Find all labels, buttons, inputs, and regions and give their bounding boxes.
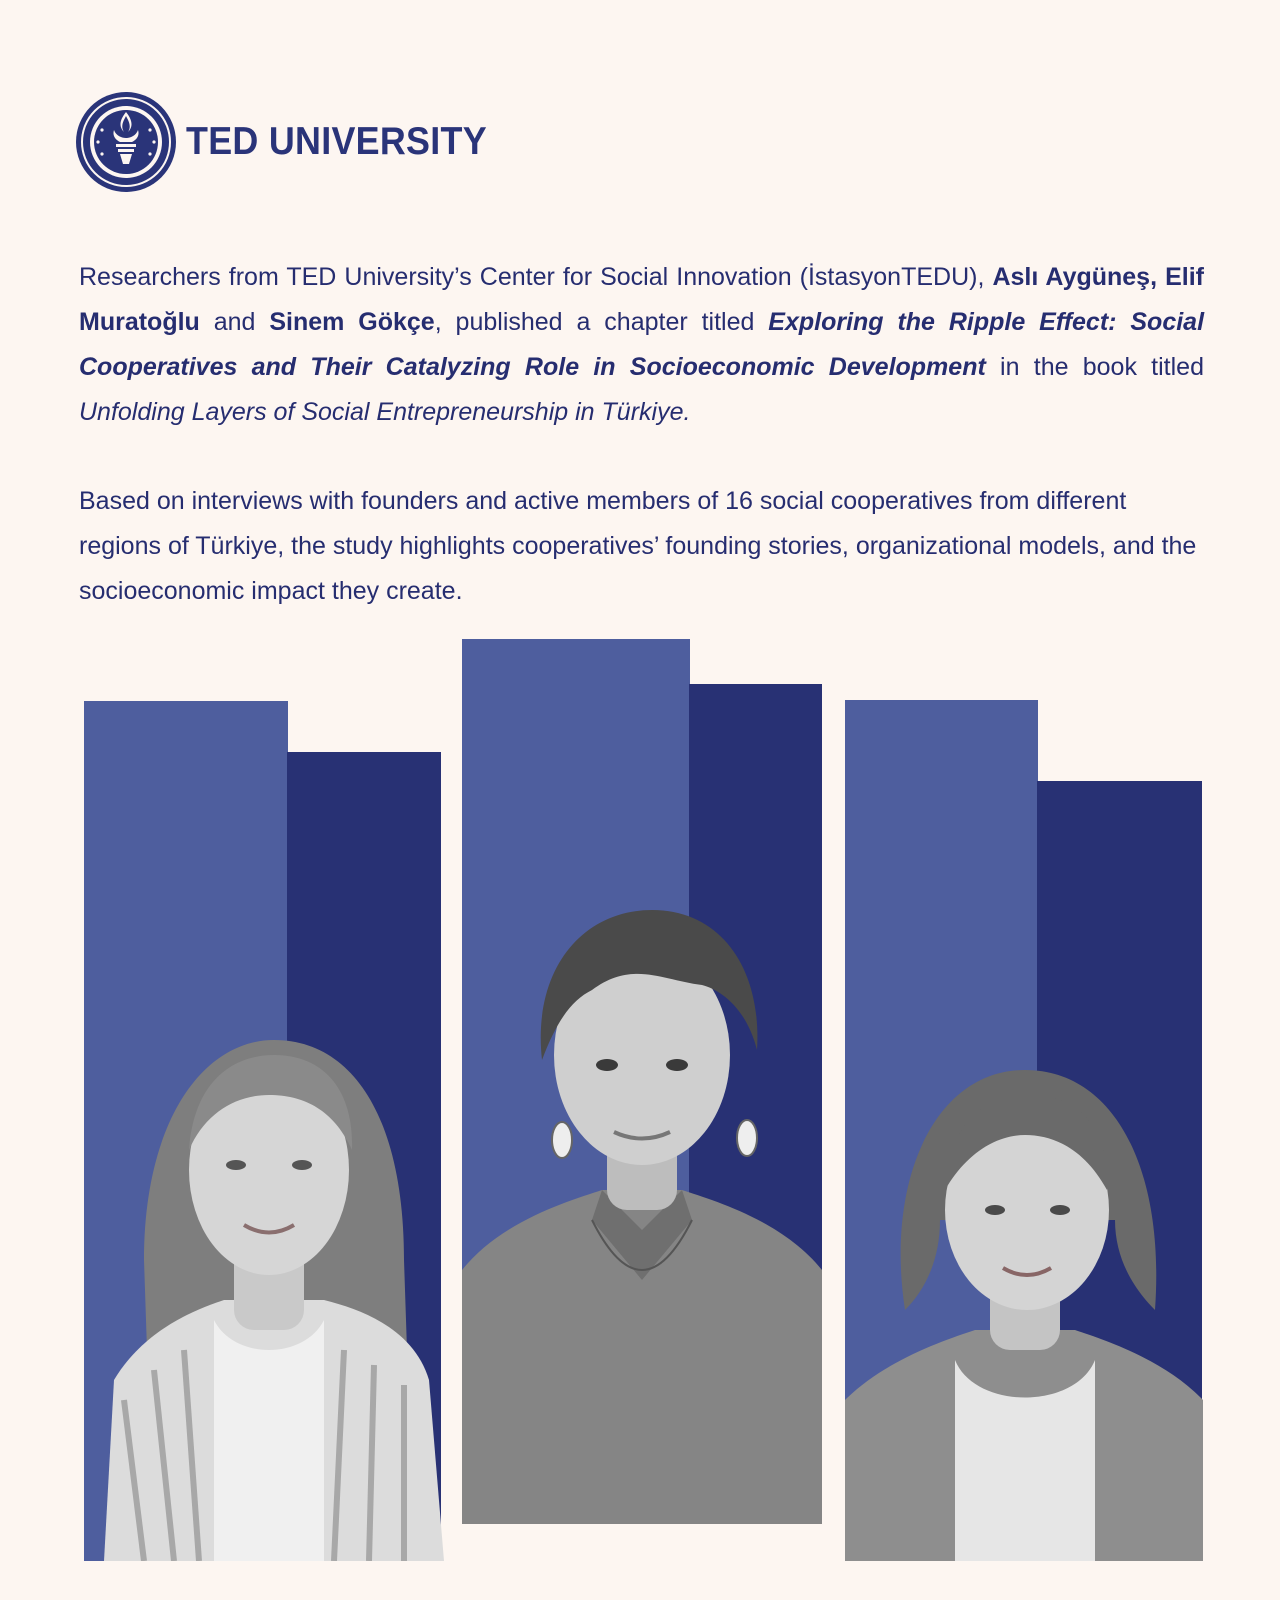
author-elif: Elif Muratoğlu [79,263,1204,336]
author-sinem: Sinem Gökçe [269,308,435,336]
intro-paragraph [79,255,1204,435]
summary-paragraph: Based on interviews with founders and active members of 16 social cooperatives from different regions of Türkiye, the study highlights cooperatives’ founding stories, organizational models, and the socioeconomic impact they create. [79,487,1197,605]
author-asli: Aslı Aygüneş, [992,263,1158,291]
portrait-woman-long-hair-icon [84,1000,444,1561]
portrait-woman-short-hair-icon [462,900,822,1524]
portrait-right [845,1030,1203,1561]
chapter-title: Exploring the Ripple Effect: Social Cooperatives and Their Catalyzing Role in Socioeconomic Development [79,308,1205,381]
intro-published: , published a chapter titled [434,308,755,336]
book-title: Unfolding Layers of Social Entrepreneurship in Türkiye. [79,398,691,426]
portrait-woman-bob-hair-icon [845,1030,1203,1561]
brand-name: TED UNIVERSITY [186,120,487,163]
tedu-logo [74,90,513,194]
portrait-left [84,1000,444,1561]
portrait-center [462,900,822,1524]
intro-lead: Researchers from TED University’s Center for Social Innovation (İstasyonTEDU), [79,263,985,291]
intro-in-book: in the book titled [1000,353,1204,381]
tedu-seal-icon [74,90,178,194]
intro-and: and [213,308,256,336]
